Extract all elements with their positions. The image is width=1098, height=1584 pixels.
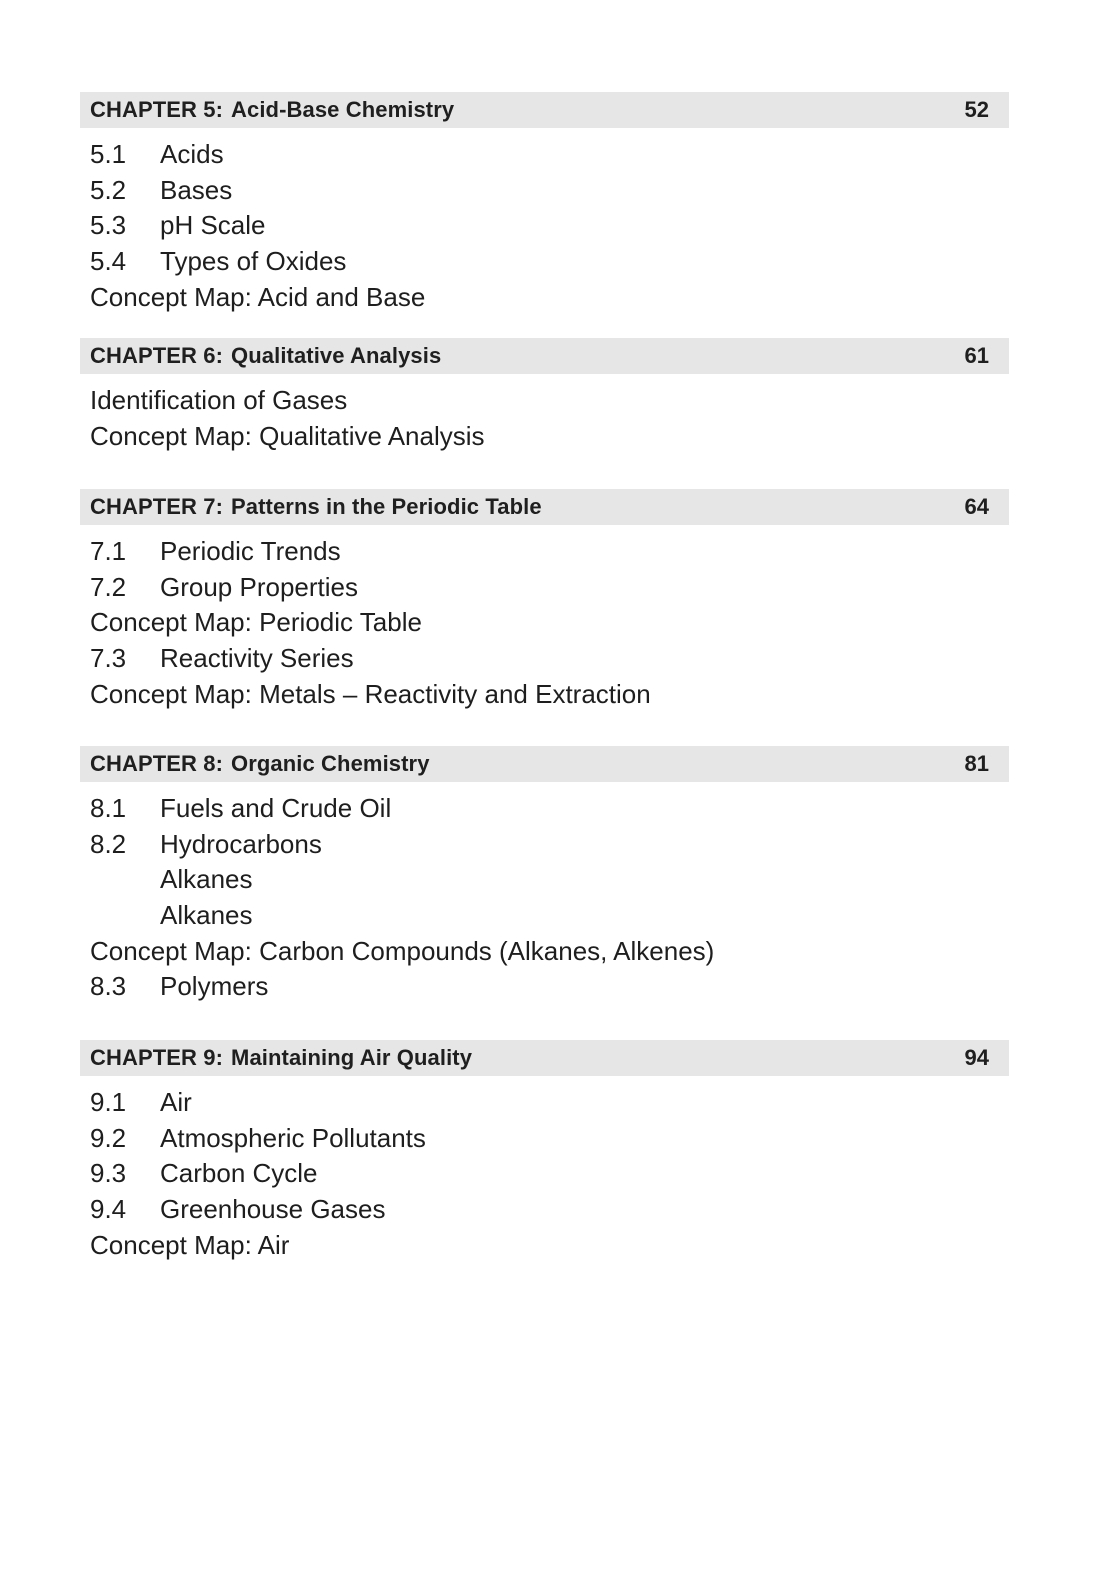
section-title: pH Scale: [160, 210, 266, 241]
subsection-title: Alkanes: [160, 864, 253, 895]
section-title: Concept Map: Carbon Compounds (Alkanes, Alkenes): [90, 935, 715, 966]
section-title: Identification of Gases: [90, 385, 348, 415]
toc-entry[interactable]: [90, 1121, 1009, 1157]
chapter-page-number: 81: [964, 751, 989, 776]
toc-entry[interactable]: [90, 827, 1009, 863]
toc-entry[interactable]: [90, 383, 1009, 419]
toc-entry[interactable]: [90, 244, 1009, 280]
toc-entry[interactable]: [90, 1192, 1009, 1228]
chapter-header[interactable]: [80, 92, 1009, 128]
chapter-header[interactable]: [80, 1040, 1009, 1076]
section-list: [80, 383, 1009, 454]
toc-entry-concept-map[interactable]: [90, 934, 1009, 970]
section-title: Carbon Cycle: [160, 1158, 318, 1189]
section-title: Polymers: [160, 971, 269, 1002]
section-number: 5.3: [90, 210, 127, 241]
section-number: 5.4: [90, 246, 127, 277]
subsection-title: Alkanes: [160, 900, 253, 931]
chapter-header[interactable]: [80, 746, 1009, 782]
toc-entry[interactable]: [90, 969, 1009, 1005]
section-number: 7.2: [90, 571, 127, 602]
chapter-7: [80, 489, 1009, 712]
section-title: Reactivity Series: [160, 643, 354, 674]
chapter-name: Qualitative Analysis: [231, 343, 442, 368]
toc-entry[interactable]: [90, 173, 1009, 209]
chapter-page-number: 64: [964, 494, 989, 519]
chapter-header[interactable]: [80, 338, 1009, 374]
section-list: [80, 137, 1009, 315]
section-list: [80, 534, 1009, 712]
section-title: Fuels and Crude Oil: [160, 793, 392, 823]
chapter-title: [90, 97, 454, 123]
toc-entry[interactable]: [90, 1085, 1009, 1121]
toc-entry-concept-map[interactable]: [90, 419, 1009, 455]
toc-subentry[interactable]: [90, 898, 1009, 934]
section-title: Periodic Trends: [160, 536, 341, 566]
chapter-label: CHAPTER 7:: [90, 494, 224, 519]
chapter-6: [80, 338, 1009, 454]
section-title: Atmospheric Pollutants: [160, 1122, 426, 1153]
chapter-label: CHAPTER 8:: [90, 751, 224, 776]
section-title: Concept Map: Acid and Base: [90, 281, 426, 312]
section-number: 8.3: [90, 971, 127, 1002]
section-list: [80, 1085, 1009, 1263]
toc-entry[interactable]: [90, 791, 1009, 827]
section-number: 9.1: [90, 1087, 127, 1117]
section-title: Acids: [160, 139, 224, 169]
chapter-page-number: 61: [964, 343, 989, 368]
section-number: 7.3: [90, 643, 127, 674]
section-title: Air: [160, 1087, 192, 1117]
section-title: Group Properties: [160, 571, 358, 602]
section-number: 5.1: [90, 139, 127, 169]
section-title: Concept Map: Air: [90, 1229, 290, 1260]
toc-entry[interactable]: [90, 534, 1009, 570]
section-title: Greenhouse Gases: [160, 1194, 386, 1225]
toc-entry[interactable]: [90, 641, 1009, 677]
toc-entry[interactable]: [90, 1156, 1009, 1192]
chapter-title: [90, 494, 542, 520]
section-title: Types of Oxides: [160, 246, 347, 277]
section-number: 7.1: [90, 536, 127, 566]
section-number: 8.2: [90, 828, 127, 859]
chapter-name: Patterns in the Periodic Table: [231, 494, 542, 519]
section-number: 9.4: [90, 1194, 127, 1225]
toc-entry-concept-map[interactable]: [90, 677, 1009, 713]
chapter-name: Maintaining Air Quality: [231, 1045, 473, 1070]
section-title: Concept Map: Qualitative Analysis: [90, 420, 485, 451]
chapter-9: [80, 1040, 1009, 1263]
section-number: 9.2: [90, 1122, 127, 1153]
section-number: 9.3: [90, 1158, 127, 1189]
chapter-5: [80, 92, 1009, 315]
chapter-label: CHAPTER 5:: [90, 97, 224, 122]
section-title: Concept Map: Periodic Table: [90, 607, 422, 638]
section-title: Concept Map: Metals – Reactivity and Extraction: [90, 678, 651, 709]
chapter-label: CHAPTER 9:: [90, 1045, 224, 1070]
section-number: 8.1: [90, 793, 127, 823]
section-title: Bases: [160, 174, 233, 205]
section-title: Hydrocarbons: [160, 828, 322, 859]
section-list: [80, 791, 1009, 1005]
toc-entry-concept-map[interactable]: [90, 280, 1009, 316]
chapter-title: [90, 751, 430, 777]
chapter-title: [90, 1045, 472, 1071]
chapter-8: [80, 746, 1009, 1005]
section-number: 5.2: [90, 174, 127, 205]
chapter-label: CHAPTER 6:: [90, 343, 224, 368]
toc-entry-concept-map[interactable]: [90, 1228, 1009, 1264]
chapter-name: Organic Chemistry: [231, 751, 430, 776]
toc-entry[interactable]: [90, 570, 1009, 606]
toc-entry[interactable]: [90, 137, 1009, 173]
chapter-header[interactable]: [80, 489, 1009, 525]
chapter-title: [90, 343, 441, 369]
toc-entry[interactable]: [90, 208, 1009, 244]
chapter-name: Acid-Base Chemistry: [231, 97, 455, 122]
chapter-page-number: 52: [964, 97, 989, 122]
toc-entry-concept-map[interactable]: [90, 605, 1009, 641]
chapter-page-number: 94: [964, 1045, 989, 1070]
toc-subentry[interactable]: [90, 862, 1009, 898]
